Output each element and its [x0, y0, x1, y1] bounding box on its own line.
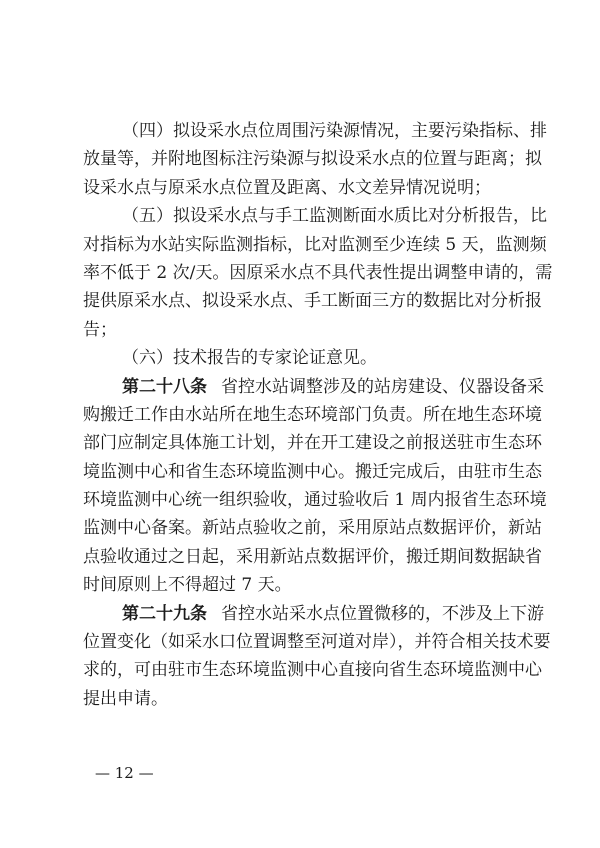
- text-line: [83, 685, 518, 713]
- text-line: [83, 117, 547, 145]
- text-line: [83, 174, 518, 202]
- line-text: 告；: [83, 319, 117, 340]
- text-line: [83, 401, 542, 429]
- text-line: [83, 202, 547, 230]
- text-line: [83, 287, 542, 315]
- line-text: 提供原采水点、拟设采水点、手工断面三方的数据比对分析报: [83, 291, 542, 312]
- line-text: 对指标为水站实际监测指标，比对监测至少连续 5 天，监测频: [83, 234, 547, 255]
- line-text: 省控水站采水点位置微移的，不涉及上下游: [221, 603, 544, 624]
- text-line: [83, 656, 542, 684]
- text-line: [83, 628, 551, 656]
- text-line: [83, 429, 542, 457]
- line-text: 位置变化（如采水口位置调整至河道对岸），并符合相关技术要: [83, 632, 551, 653]
- text-line: [83, 231, 547, 259]
- text-line: [83, 259, 553, 287]
- line-text: 监测中心备案。新站点验收之前，采用原站点数据评价，新站: [83, 518, 542, 539]
- line-text: 境监测中心和省生态环境监测中心。搬迁完成后，由驻市生态: [83, 461, 542, 482]
- text-line: [83, 514, 542, 542]
- article-heading: 第二十九条: [122, 603, 207, 624]
- line-text: 时间原则上不得超过 7 天。: [83, 575, 292, 596]
- line-text: 环境监测中心统一组织验收，通过验收后 1 周内报省生态环境: [83, 490, 547, 511]
- text-line: [83, 373, 544, 401]
- line-text: 提出申请。: [83, 688, 168, 709]
- text-line: [83, 571, 518, 599]
- text-line: [83, 600, 544, 628]
- line-text: 点验收通过之日起，采用新站点数据评价，搬迁期间数据缺省: [83, 546, 542, 567]
- line-text: （四）拟设采水点位周围污染源情况，主要污染指标、排: [122, 121, 547, 141]
- line-text: 求的，可由驻市生态环境监测中心直接向省生态环境监测中心: [83, 660, 542, 681]
- line-text: 放量等，并附地图标注污染源与拟设采水点的位置与距离；拟: [83, 149, 542, 170]
- text-line: [83, 543, 542, 571]
- text-line: [83, 344, 518, 372]
- article-heading: 第二十八条: [122, 376, 207, 397]
- text-line: [83, 145, 542, 173]
- text-line: [83, 486, 547, 514]
- document-body: [83, 117, 553, 713]
- text-line: [83, 458, 542, 486]
- text-line: [83, 316, 518, 344]
- line-text: 部门应制定具体施工计划，并在开工建设之前报送驻市生态环: [83, 433, 542, 454]
- line-text: （五）拟设采水点与手工监测断面水质比对分析报告，比: [122, 206, 547, 227]
- line-text: 省控水站调整涉及的站房建设、仪器设备采: [221, 376, 544, 397]
- page-number: — 12 —: [95, 764, 154, 782]
- line-text: 购搬迁工作由水站所在地生态环境部门负责。所在地生态环境: [83, 404, 542, 425]
- line-text: （六）技术报告的专家论证意见。: [122, 348, 377, 369]
- line-text: 设采水点与原采水点位置及距离、水文差异情况说明；: [83, 177, 491, 198]
- line-text: 率不低于 2 次/天。因原采水点不具代表性提出调整申请的，需: [83, 262, 553, 283]
